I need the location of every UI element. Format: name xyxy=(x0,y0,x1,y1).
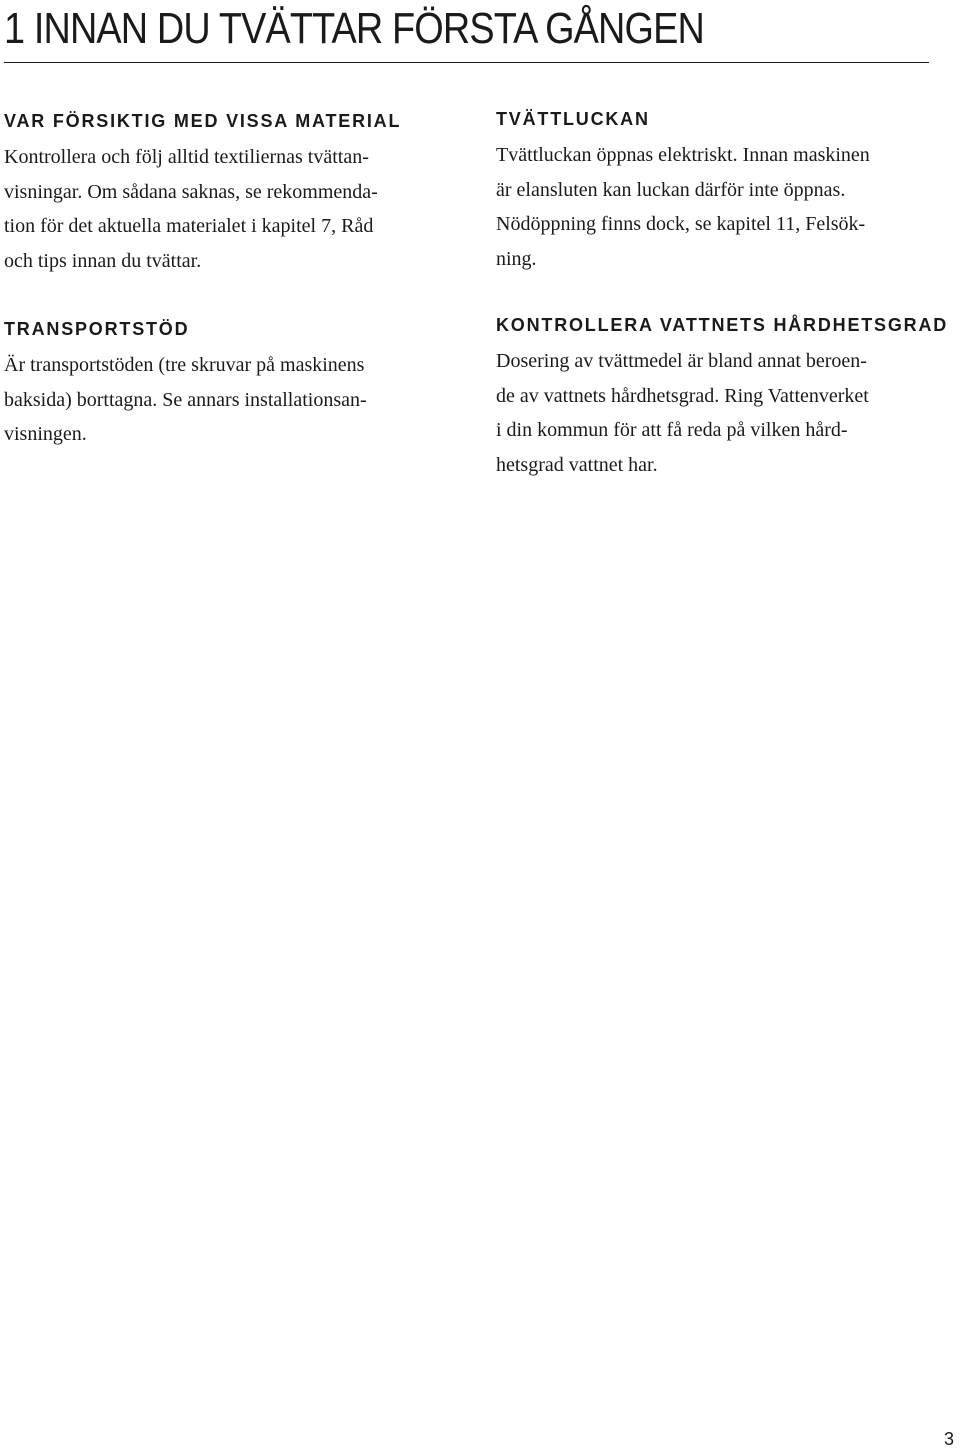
section-body xyxy=(4,140,436,278)
body-line: Är transportstöden (tre skruvar på maskinens xyxy=(4,354,365,376)
section-heading: KONTROLLERA VATTNETS HÅRDHETSGRAD xyxy=(496,315,949,335)
section-transport-supports xyxy=(4,317,436,452)
section-heading: TRANSPORTSTÖD xyxy=(4,319,190,339)
section-body xyxy=(4,348,436,452)
section-heading: VAR FÖRSIKTIG MED VISSA MATERIAL xyxy=(4,111,402,131)
body-line: visningen. xyxy=(4,423,87,445)
body-line: Nödöppning finns dock, se kapitel 11, Felsök- xyxy=(496,213,866,235)
body-line: hetsgrad vattnet har. xyxy=(496,453,658,476)
body-line: Dosering av tvättmedel är bland annat beroen- xyxy=(496,350,867,372)
section-water-hardness xyxy=(496,313,949,482)
body-line: visningar. Om sådana saknas, se rekommenda- xyxy=(4,180,378,203)
page-title: 1 INNAN DU TVÄTTAR FÖRSTA GÅNGEN xyxy=(4,4,704,53)
section-heading: TVÄTTLUCKAN xyxy=(496,109,650,129)
body-line: de av vattnets hårdhetsgrad. Ring Vattenverket xyxy=(496,384,869,407)
body-line: ning. xyxy=(496,247,537,270)
title-divider xyxy=(4,62,929,63)
body-line: Kontrollera och följ alltid textiliernas tvättan- xyxy=(4,146,369,168)
body-line: tion för det aktuella materialet i kapitel 7, Råd xyxy=(4,215,374,237)
section-body xyxy=(496,344,928,482)
body-line: är elansluten kan luckan därför inte öppnas. xyxy=(496,178,846,201)
body-line: i din kommun för att få reda på vilken hård- xyxy=(496,419,848,441)
section-body xyxy=(496,138,928,276)
section-washer-door xyxy=(496,107,928,276)
page-number: 3 xyxy=(943,1429,954,1449)
section-material-warning xyxy=(4,109,436,278)
body-line: Tvättluckan öppnas elektriskt. Innan maskinen xyxy=(496,144,870,166)
body-line: baksida) borttagna. Se annars installationsan- xyxy=(4,388,367,411)
body-line: och tips innan du tvättar. xyxy=(4,249,202,272)
